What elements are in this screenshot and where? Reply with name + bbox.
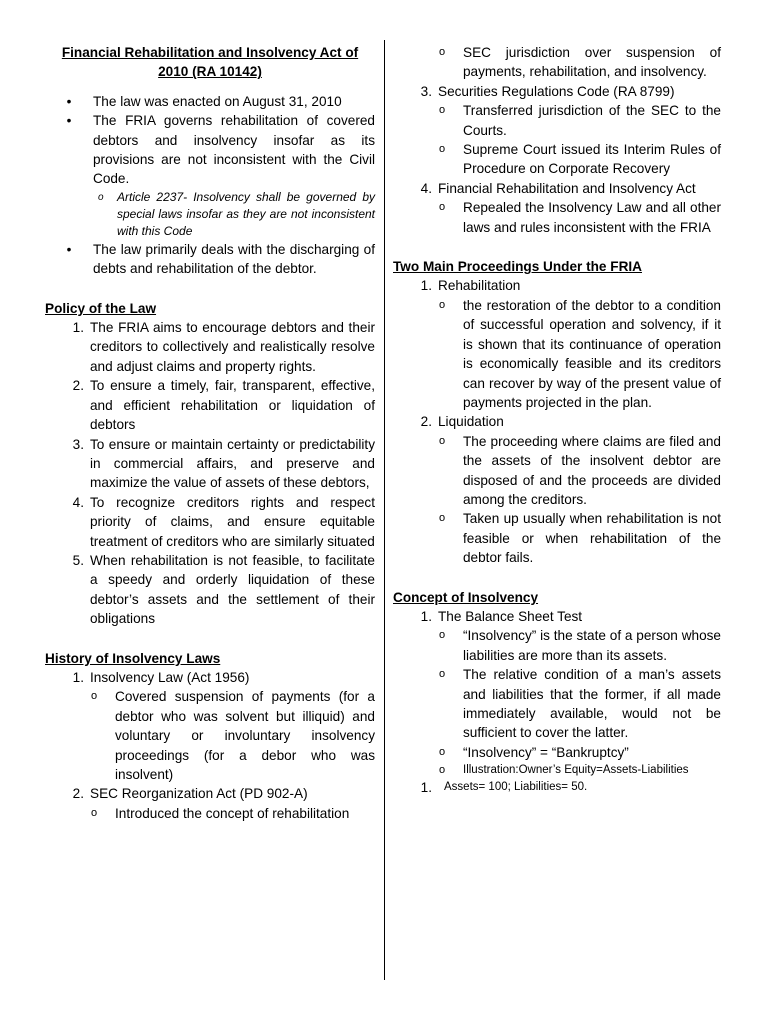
list-item: 4. Financial Rehabilitation and Insolvency Act bbox=[420, 180, 696, 196]
circle-bullet-icon: o bbox=[439, 512, 446, 525]
sub-item: o Supreme Court issued its Interim Rules of Procedure on Corporate Recovery bbox=[393, 140, 721, 179]
column-divider bbox=[384, 40, 385, 980]
concept-heading: Concept of Insolvency bbox=[393, 589, 539, 605]
sub-item: o “Insolvency” is the state of a person whose liabilities are more than its assets. bbox=[393, 626, 721, 665]
sub-item: o SEC jurisdiction over suspension of payments, rehabilitation, and insolvency. bbox=[393, 43, 721, 82]
list-item: • The FRIA governs rehabilitation of covered debtors and insolvency insofar as its provisions are not inconsistent with the Civil Code. bbox=[45, 111, 375, 189]
list-item: 2. Liquidation bbox=[420, 414, 504, 430]
left-column bbox=[45, 43, 375, 823]
bullet-icon: • bbox=[66, 241, 72, 257]
sub-item: o Transferred jurisdiction of the SEC to the Courts. bbox=[393, 101, 721, 140]
sub-item: o Repealed the Insolvency Law and all other laws and rules inconsistent with the FRIA bbox=[393, 198, 721, 237]
list-item: • The law primarily deals with the discharging of debts and rehabilitation of the debtor. bbox=[45, 240, 375, 279]
circle-bullet-icon: o bbox=[439, 745, 446, 758]
proceedings-heading: Two Main Proceedings Under the FRIA bbox=[393, 259, 642, 275]
circle-bullet-icon: o bbox=[439, 298, 446, 311]
history-heading: History of Insolvency Laws bbox=[45, 650, 221, 666]
list-item: • The law was enacted on August 31, 2010 bbox=[45, 92, 375, 111]
list-item: 1. Rehabilitation bbox=[420, 278, 521, 294]
example-item: 1. Assets= 100; Liabilities= 50. bbox=[420, 780, 588, 796]
list-item: 4. To recognize creditors rights and respect priority of claims, and ensure equitable treatment of creditors who are similarly situated bbox=[72, 494, 375, 549]
article-note: o Article 2237- Insolvency shall be governed by special laws insofar as they are not inconsistent with this Code bbox=[98, 189, 375, 238]
sub-item: o Covered suspension of payments (for a debtor who was solvent but illiquid) and voluntary or involuntary insolvency proceedings (for a debor who was insolvent) bbox=[45, 687, 375, 784]
list-item: 2. To ensure a timely, fair, transparent, effective, and efficient rehabilitation or liquidation of debtors bbox=[72, 378, 375, 433]
circle-bullet-icon: o bbox=[439, 46, 446, 58]
circle-bullet-icon: o bbox=[439, 629, 446, 642]
list-item: 2. SEC Reorganization Act (PD 902-A) bbox=[72, 786, 308, 802]
circle-bullet-icon: o bbox=[439, 143, 446, 156]
circle-bullet-icon: o bbox=[439, 668, 446, 681]
circle-bullet-icon: o bbox=[439, 764, 446, 777]
sub-item: o “Insolvency” = “Bankruptcy” bbox=[393, 743, 721, 762]
sub-item: o the restoration of the debtor to a condition of successful operation and solvency, if it is shown that its continuance of operation is economically feasible and its creditors can recover by way of the present value of payments projected in the plan. bbox=[393, 296, 721, 412]
circle-bullet-icon: o bbox=[439, 201, 446, 214]
bullet-icon: • bbox=[66, 113, 72, 129]
list-item: 1. The FRIA aims to encourage debtors and their creditors to collectively and realistically resolve and adjust claims and property rights. bbox=[72, 320, 375, 374]
circle-bullet-icon: o bbox=[91, 806, 98, 819]
list-item: 1. The Balance Sheet Test bbox=[420, 608, 583, 624]
list-item: 3. Securities Regulations Code (RA 8799) bbox=[420, 83, 675, 99]
sub-item: o The proceeding where claims are filed and the assets of the insolvent debtor are disposed of and the proceeds are divided among the creditors. bbox=[393, 432, 721, 510]
right-column bbox=[393, 43, 721, 796]
sub-item: o The relative condition of a man’s assets and liabilities that the former, if all made immediately available, would not be sufficient to cover the latter. bbox=[393, 665, 721, 743]
illustration-item: o Illustration:Owner’s Equity=Assets-Liabilities bbox=[393, 762, 721, 779]
circle-bullet-icon: o bbox=[98, 191, 104, 203]
policy-heading: Policy of the Law bbox=[45, 300, 157, 316]
sub-item: o Taken up usually when rehabilitation is not feasible or when rehabilitation of the debtor fails. bbox=[393, 509, 721, 567]
list-item: 1. Insolvency Law (Act 1956) bbox=[72, 669, 250, 685]
circle-bullet-icon: o bbox=[439, 434, 446, 447]
list-item: 5. When rehabilitation is not feasible, to facilitate a speedy and orderly liquidation of these debtor’s assets and the settlement of their obligations bbox=[72, 552, 375, 627]
circle-bullet-icon: o bbox=[439, 104, 446, 117]
document-title: Financial Rehabilitation and Insolvency Act of 2010 (RA 10142) bbox=[61, 45, 359, 80]
sub-item: o Introduced the concept of rehabilitation bbox=[45, 804, 375, 823]
bullet-icon: • bbox=[66, 93, 72, 109]
list-item: 3. To ensure or maintain certainty or predictability in commercial affairs, and preserve and maximize the value of assets of these debtors, bbox=[72, 436, 375, 491]
circle-bullet-icon: o bbox=[91, 690, 98, 703]
